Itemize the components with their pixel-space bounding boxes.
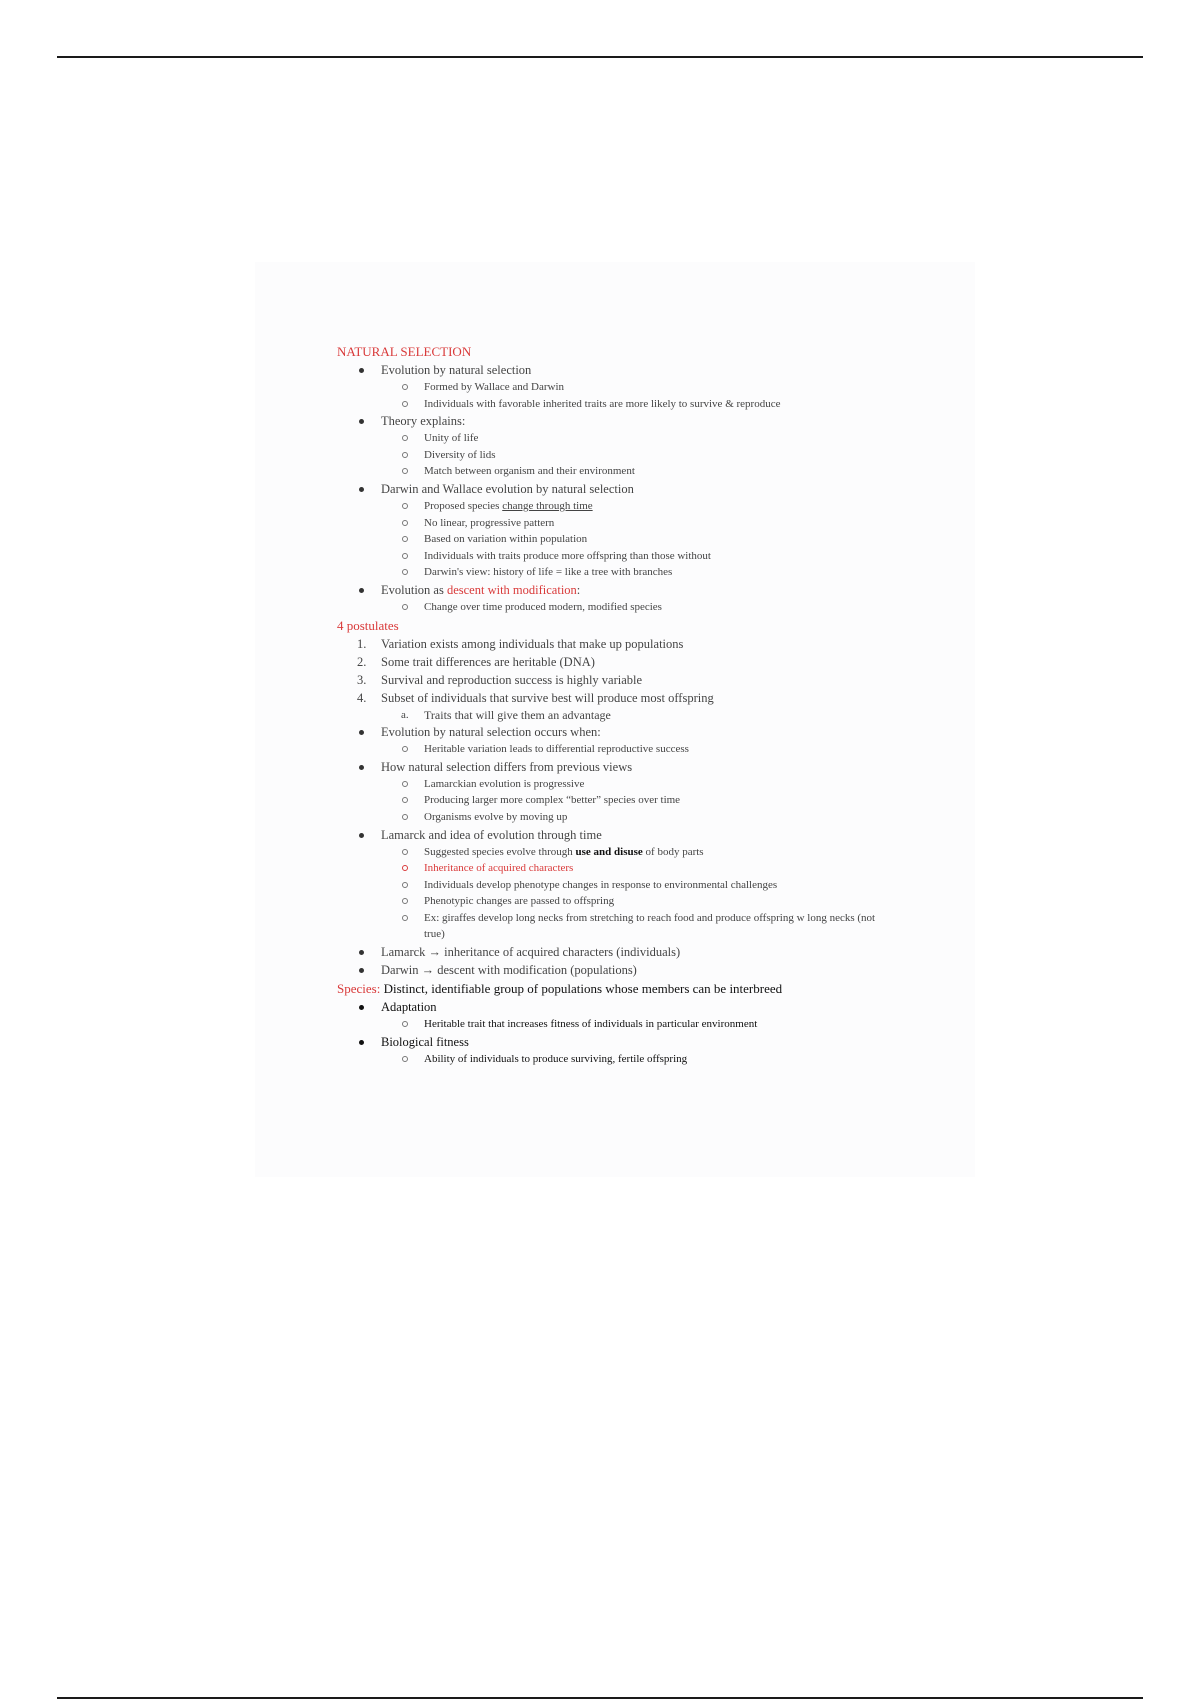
sub-item-text: Individuals with favorable inherited traits are more likely to survive & reproduce [424,397,781,410]
numbered-item [337,653,937,671]
sub-item [337,463,937,480]
sub-item-text: Lamarckian evolution is progressive [424,777,585,790]
circle-bullet-icon [402,452,408,458]
sub-item [337,877,937,894]
bullet-text: How natural selection differs from previous views [381,759,633,774]
bullet-item [337,480,937,498]
sub-item-text: Phenotypic changes are passed to offspring [424,895,615,908]
circle-bullet-icon [402,435,408,441]
circle-bullet-icon [402,1021,408,1027]
sub-item [337,548,937,565]
bullet-item [337,943,937,961]
circle-bullet-icon [402,536,408,542]
bullet-text: Darwin → descent with modification (populations) [381,963,637,978]
lettered-item [337,707,937,724]
numbered-text: Subset of individuals that survive best will produce most offspring [381,690,714,705]
list-letter: a. [401,708,409,721]
bullet-text-suffix: : [576,582,581,597]
sub-item [337,1051,937,1068]
bullet-icon [359,950,364,955]
circle-bullet-icon [402,865,408,871]
list-number: 2. [357,654,367,669]
circle-bullet-icon [402,781,408,787]
circle-bullet-icon [402,814,408,820]
sub-item-text: Suggested species evolve through [424,845,576,858]
bullet-item [337,1033,937,1051]
bullet-icon [359,368,364,373]
sub-item-text: Diversity of lids [424,448,496,461]
species-definition [337,980,937,998]
circle-bullet-icon [402,797,408,803]
list-number: 4. [357,690,367,705]
bullet-item [337,826,937,844]
species-label: Species: [337,981,381,997]
circle-bullet-icon [402,520,408,526]
bullet-icon [359,765,364,770]
bullet-icon [359,968,364,973]
numbered-item [337,671,937,689]
bullet-item [337,758,937,776]
bullet-item [337,961,937,979]
sub-item [337,515,937,532]
sub-item [337,860,937,877]
sub-item [337,1016,937,1033]
circle-bullet-icon [402,915,408,921]
sub-item-text: Ex: giraffes develop long necks from stretching to reach food and produce offspring w long necks (not true) [424,911,876,941]
sub-item-text: No linear, progressive pattern [424,516,555,529]
circle-bullet-icon [402,1056,408,1062]
sub-item [337,498,937,515]
sub-item [337,379,937,396]
sub-item-text: Match between organism and their environment [424,465,635,478]
sub-item [337,531,937,548]
sub-item-text: Proposed species [424,499,503,512]
sub-item-text: Individuals with traits produce more offspring than those without [424,549,711,562]
numbered-text: Variation exists among individuals that make up populations [381,636,684,651]
sub-item [337,776,937,793]
circle-bullet-icon [402,898,408,904]
sub-item-text: Heritable variation leads to differential reproductive success [424,743,689,756]
sub-item [337,910,894,943]
sub-item [337,741,937,758]
bullet-item [337,998,937,1016]
sub-item-text: Change over time produced modern, modified species [424,600,662,613]
bullet-item [337,723,937,741]
numbered-text: Some trait differences are heritable (DNA) [381,654,595,669]
sub-item-text: Formed by Wallace and Darwin [424,381,565,393]
sub-item [337,430,937,447]
species-text: Distinct, identifiable group of populations whose members can be interbreed [380,981,783,997]
sub-item-text: Darwin's view: history of life = like a tree with branches [424,566,673,579]
bullet-icon [359,1040,364,1045]
heading-postulates: 4 postulates [337,617,399,633]
bullet-icon [359,1005,364,1010]
bottom-rule [57,1697,1143,1699]
bullet-text: Evolution as [381,582,447,597]
numbered-item [337,689,937,707]
circle-bullet-icon [402,882,408,888]
bullet-text: Lamarck and idea of evolution through time [381,827,602,842]
bullet-icon [359,419,364,424]
sub-item [337,447,937,464]
sub-item-text: Unity of life [424,432,479,445]
bullet-item [337,581,937,599]
circle-bullet-icon [402,553,408,559]
circle-bullet-icon [402,569,408,575]
sub-item-text: Organisms evolve by moving up [424,810,568,823]
circle-bullet-icon [402,604,408,610]
bullet-item [337,361,937,379]
list-number: 1. [357,636,367,651]
lettered-text: Traits that will give them an advantage [424,707,611,722]
bold-term: use and disuse [575,845,643,858]
bullet-text: Adaptation [381,1000,437,1015]
list-number: 3. [357,672,367,687]
heading-natural-selection: NATURAL SELECTION [337,344,472,359]
top-rule [57,56,1143,58]
numbered-text: Survival and reproduction success is highly variable [381,672,643,687]
numbered-item [337,635,937,653]
bullet-text: Theory explains: [381,414,466,429]
sub-item [337,396,937,413]
sub-item [337,893,937,910]
highlighted-term: descent with modification [446,582,577,597]
circle-bullet-icon [402,401,408,407]
bullet-text: Biological fitness [381,1034,469,1049]
bullet-icon [359,588,364,593]
notes-content [337,342,937,1067]
sub-item-text-suffix: of body parts [642,845,704,858]
bullet-text: Evolution by natural selection occurs when: [381,725,601,740]
sub-item-text: Based on variation within population [424,533,588,546]
sub-item-text: Producing larger more complex “better” species over time [424,794,681,807]
circle-bullet-icon [402,384,408,390]
bullet-text: Lamarck → inheritance of acquired characters (individuals) [381,945,681,960]
underlined-term: change through time [502,499,593,512]
sub-item [337,599,937,616]
bullet-icon [359,730,364,735]
bullet-icon [359,487,364,492]
bullet-text: Darwin and Wallace evolution by natural selection [381,481,634,496]
sub-item-text: Individuals develop phenotype changes in response to environmental challenges [424,878,778,891]
highlighted-term: Inheritance of acquired characters [424,862,574,875]
bullet-icon [359,833,364,838]
circle-bullet-icon [402,503,408,509]
bullet-text: Evolution by natural selection [381,363,532,377]
sub-item [337,809,937,826]
sub-item-text: Heritable trait that increases fitness of individuals in particular environment [424,1018,758,1031]
sub-item [337,564,937,581]
sub-item-text: Ability of individuals to produce surviving, fertile offspring [424,1052,688,1065]
bullet-item [337,412,937,430]
circle-bullet-icon [402,746,408,752]
circle-bullet-icon [402,849,408,855]
sub-item [337,792,937,809]
sub-item [337,844,937,861]
circle-bullet-icon [402,468,408,474]
